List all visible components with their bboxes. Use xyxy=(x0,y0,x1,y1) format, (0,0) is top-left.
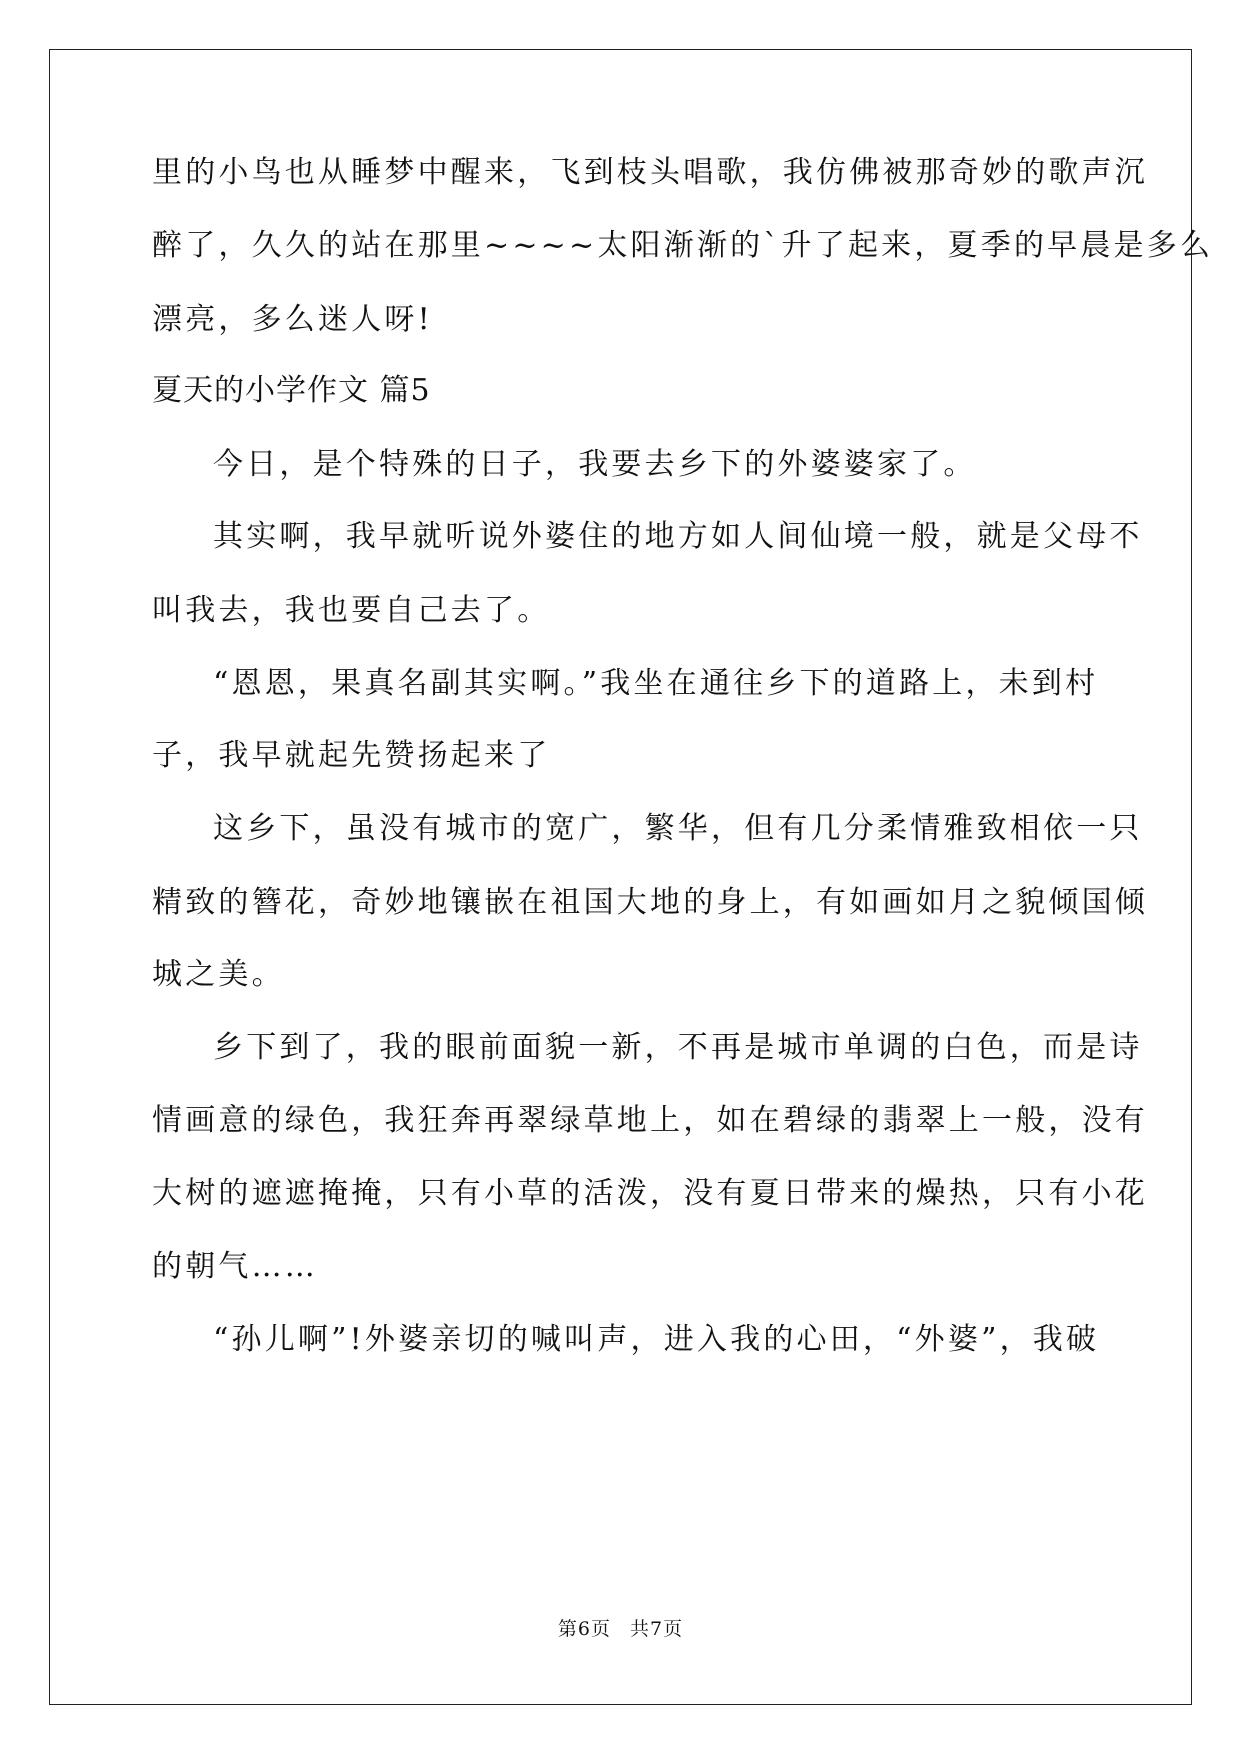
body-text-line: 的朝气…… xyxy=(152,1249,318,1284)
paragraph-first-line: “孙儿啊”!外婆亲切的喊叫声，进入我的心田，“外婆”，我破 xyxy=(213,1322,1100,1357)
body-text-line: 里的小鸟也从睡梦中醒来，飞到枝头唱歌，我仿佛被那奇妙的歌声沉 xyxy=(152,155,1148,190)
body-text-line: 情画意的绿色，我狂奔再翠绿草地上，如在碧绿的翡翠上一般，没有 xyxy=(152,1103,1148,1138)
body-text-line: 醉了，久久的站在那里~~~~太阳渐渐的`升了起来，夏季的早晨是多么 xyxy=(152,228,1214,263)
body-text-line: 叫我去，我也要自己去了。 xyxy=(152,593,551,628)
body-text-line: 精致的簪花，奇妙地镶嵌在祖国大地的身上，有如画如月之貌倾国倾 xyxy=(152,885,1148,920)
paragraph-first-line: “恩恩，果真名副其实啊。”我坐在通往乡下的道路上，未到村 xyxy=(213,666,1099,701)
page-total: 共7页 xyxy=(630,1618,684,1640)
body-text-line: 漂亮，多么迷人呀! xyxy=(152,302,433,337)
paragraph-first-line: 其实啊，我早就听说外婆住的地方如人间仙境一般，就是父母不 xyxy=(213,519,1143,554)
page-border xyxy=(49,49,1214,1705)
section-heading: 夏天的小学作文 篇5 xyxy=(152,373,431,408)
page-number: 第6页 xyxy=(557,1618,611,1640)
page-footer xyxy=(0,1617,1241,1641)
body-text-line: 子，我早就起先赞扬起来了 xyxy=(152,738,551,773)
paragraph-first-line: 乡下到了，我的眼前面貌一新，不再是城市单调的白色，而是诗 xyxy=(213,1030,1143,1065)
paragraph-first-line: 今日，是个特殊的日子，我要去乡下的外婆婆家了。 xyxy=(213,447,977,482)
body-text-line: 大树的遮遮掩掩，只有小草的活泼，没有夏日带来的燥热，只有小花 xyxy=(152,1176,1148,1211)
body-text-line: 城之美。 xyxy=(152,957,285,992)
paragraph-first-line: 这乡下，虽没有城市的宽广，繁华，但有几分柔情雅致相依一只 xyxy=(213,811,1143,846)
